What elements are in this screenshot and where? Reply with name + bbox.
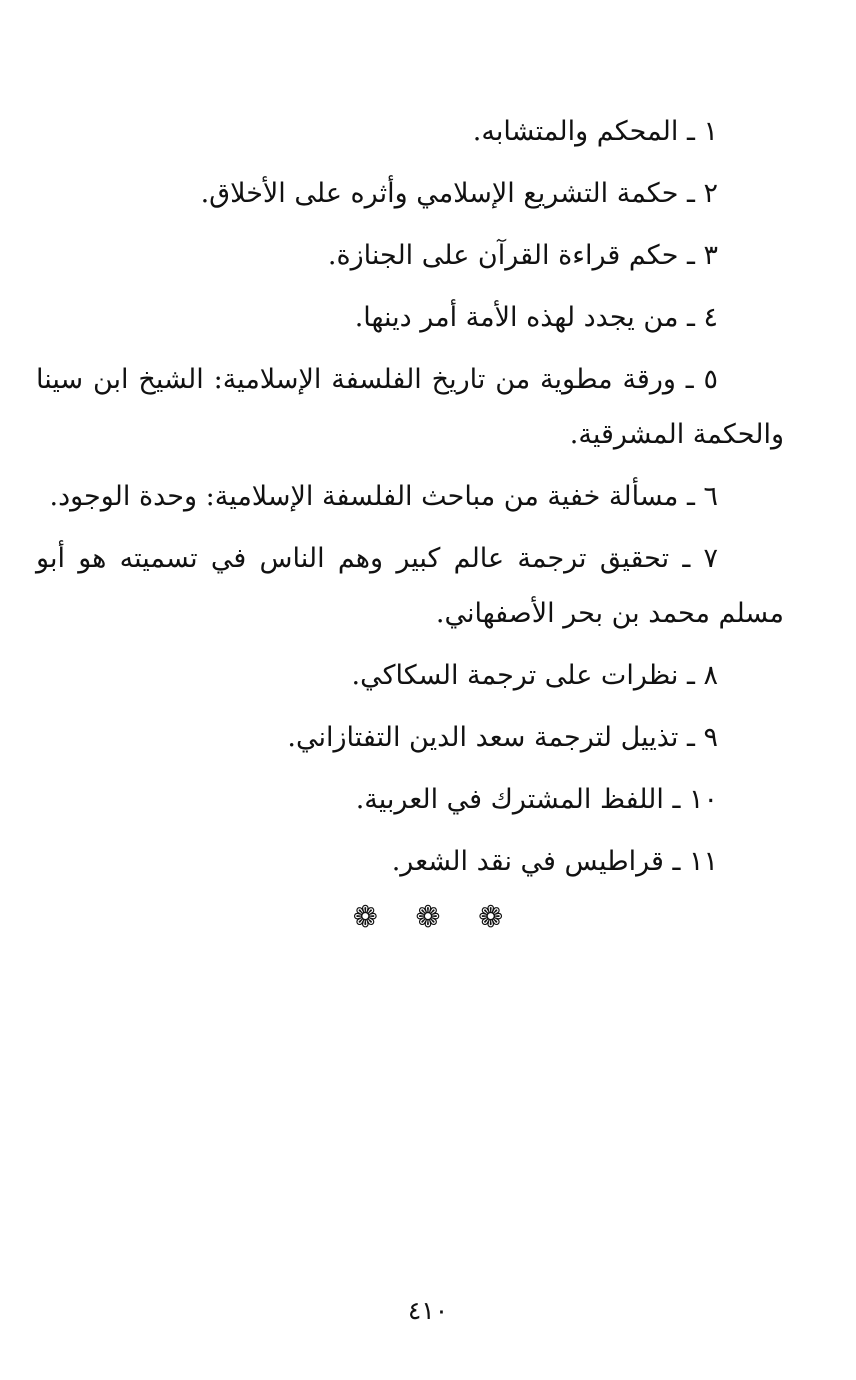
list-item: ١١ ـ قراطيس في نقد الشعر. (391, 846, 718, 877)
list-item: ٩ ـ تذييل لترجمة سعد الدين التفتازاني. (287, 722, 718, 753)
list-item: ٢ ـ حكمة التشريع الإسلامي وأثره على الأخلاق. (200, 178, 718, 209)
list-item: ٨ ـ نظرات على ترجمة السكاكي. (351, 660, 718, 691)
flower-ornament-icon: ❁ (478, 900, 504, 935)
list-item: ٥ ـ ورقة مطوية من تاريخ الفلسفة الإسلامية: الشيخ ابن سينا والحكمة المشرقية. (36, 364, 784, 450)
list-item: ١٠ ـ اللفظ المشترك في العربية. (355, 784, 718, 815)
flower-ornament-icon: ❁ (352, 900, 378, 935)
list-item: ٧ ـ تحقيق ترجمة عالم كبير وهم الناس في تسميته هو أبو مسلم محمد بن بحر الأصفهاني. (36, 543, 784, 629)
list-item: ١ ـ المحكم والمتشابه. (472, 116, 718, 147)
page-number: ٤١٠ (407, 1296, 449, 1325)
list-item: ٤ ـ من يجدد لهذه الأمة أمر دينها. (354, 302, 718, 333)
section-divider (0, 900, 856, 935)
works-list (36, 104, 784, 896)
flower-ornament-icon: ❁ (415, 900, 441, 935)
list-item: ٣ ـ حكم قراءة القرآن على الجنازة. (327, 240, 718, 271)
list-item: ٦ ـ مسألة خفية من مباحث الفلسفة الإسلامية: وحدة الوجود. (49, 481, 718, 512)
